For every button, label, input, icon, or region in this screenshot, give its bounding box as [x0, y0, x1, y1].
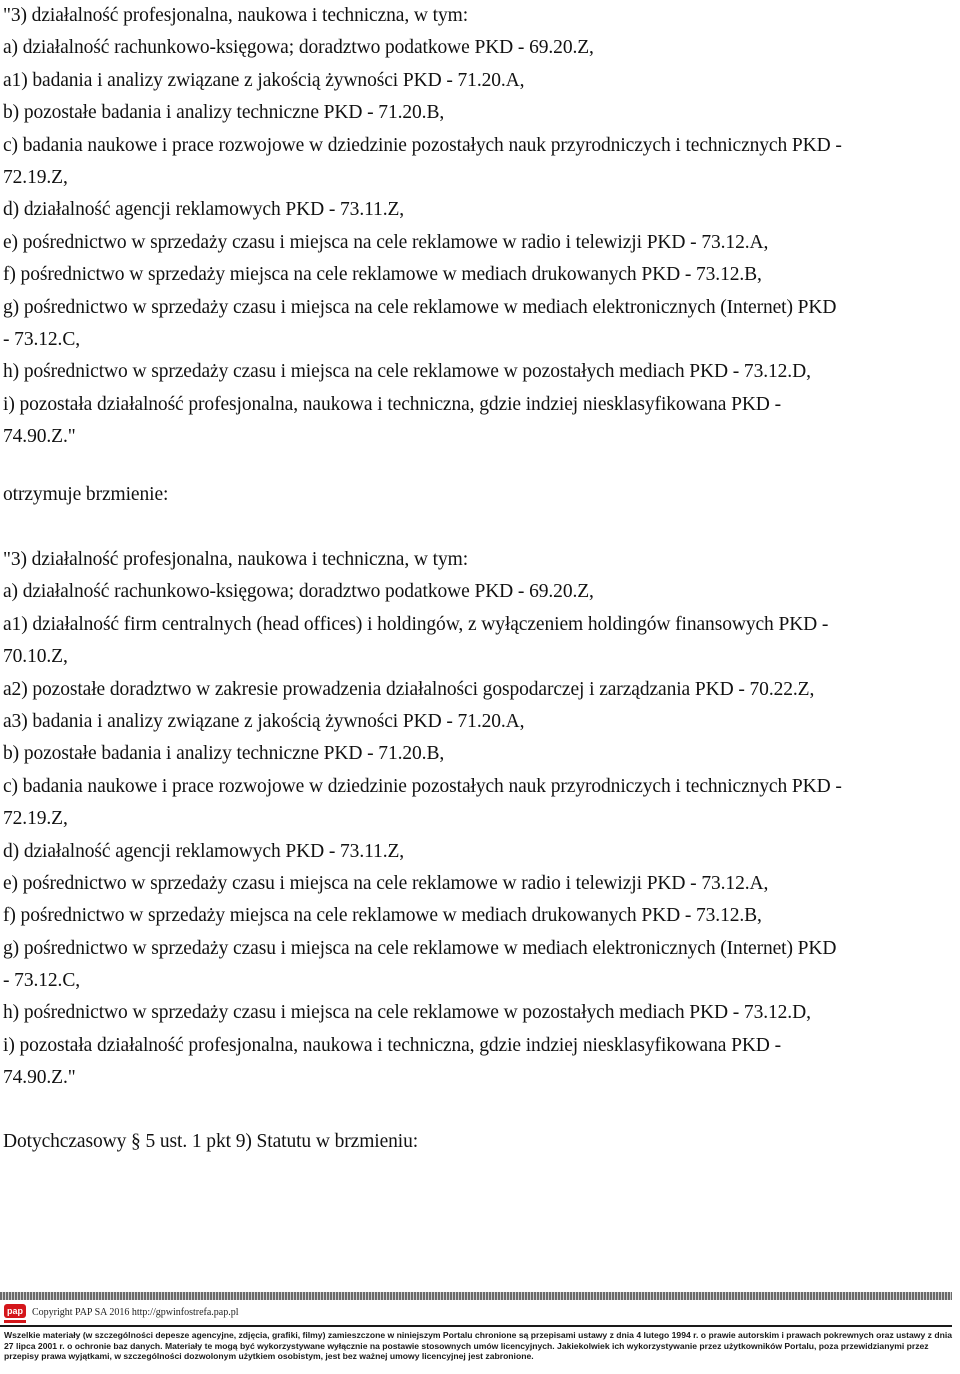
footer-rule: [0, 1325, 952, 1327]
document-line: a1) działalność firm centralnych (head offices) i holdingów, z wyłączeniem holdingów finansowych PKD -: [3, 613, 829, 635]
section-before: [3, 0, 842, 453]
document-line: "3) działalność profesjonalna, naukowa i techniczna, w tym:: [3, 549, 469, 570]
closing-text: Dotychczasowy § 5 ust. 1 pkt 9) Statutu w brzmieniu:: [3, 1131, 419, 1152]
document-line: a3) badania i analizy związane z jakością żywności PKD - 71.20.A,: [3, 710, 525, 732]
disclaimer-line: przepisy prawa wyjątkami, w szczególności dozwolonym użytkiem osobistym, jest bez ważnej umowy licencyjnej jest zabronione.: [4, 1351, 534, 1362]
document-line: a) działalność rachunkowo-księgowa; doradztwo podatkowe PKD - 69.20.Z,: [3, 581, 594, 603]
footer-band: [0, 1292, 952, 1300]
disclaimer: [4, 1330, 954, 1362]
transition-text: otrzymuje brzmienie:: [3, 484, 169, 505]
document-line: g) pośrednictwo w sprzedaży czasu i miejsca na cele reklamowe w mediach elektronicznych (Internet) PKD: [3, 937, 837, 959]
pap-logo: pap: [4, 1304, 26, 1318]
document-line: b) pozostałe badania i analizy techniczne PKD - 71.20.B,: [3, 743, 445, 765]
document-line: d) działalność agencji reklamowych PKD - 73.11.Z,: [3, 840, 405, 862]
document-line: - 73.12.C,: [3, 328, 81, 350]
document-line: c) badania naukowe i prace rozwojowe w dziedzinie pozostałych nauk przyrodniczych i technicznych PKD -: [3, 134, 842, 156]
disclaimer-line: 27 lipca 2001 r. o ochronie baz danych. Materiały te mogą być wykorzystywane wyłącznie na postawie stosownych umów licencyjnych. Jakiekolwiek ich wykorzystywanie przez użytkowników Portalu, poza przewidzianymi przez: [4, 1340, 929, 1351]
document-line: c) badania naukowe i prace rozwojowe w dziedzinie pozostałych nauk przyrodniczych i technicznych PKD -: [3, 775, 842, 797]
document-line: i) pozostała działalność profesjonalna, naukowa i techniczna, gdzie indziej niesklasyfikowana PKD -: [3, 1034, 781, 1056]
document-line: 72.19.Z,: [3, 808, 68, 830]
disclaimer-line: Wszelkie materiały (w szczególności depesze agencyjne, zdjęcia, grafiki, filmy) zamieszczone w niniejszym Portalu chronione są przepisami ustawy z dnia 4 lutego 1994 r. o prawie autorskim i prawach pokrewnych oraz ustawy z dnia: [4, 1330, 953, 1340]
page-footer: [0, 1290, 960, 1374]
document-line: f) pośrednictwo w sprzedaży miejsca na cele reklamowe w mediach drukowanych PKD - 73.12.B,: [3, 264, 762, 286]
document-line: a1) badania i analizy związane z jakością żywności PKD - 71.20.A,: [3, 69, 525, 91]
document-line: "3) działalność profesjonalna, naukowa i techniczna, w tym:: [3, 5, 469, 26]
document-line: h) pośrednictwo w sprzedaży czasu i miejsca na cele reklamowe w pozostałych mediach PKD - 73.12.D,: [3, 1002, 811, 1024]
document-line: a2) pozostałe doradztwo w zakresie prowadzenia działalności gospodarczej i zarządzania PKD - 70.22.Z,: [3, 678, 815, 700]
document-line: a) działalność rachunkowo-księgowa; doradztwo podatkowe PKD - 69.20.Z,: [3, 37, 594, 59]
section-after: [3, 544, 842, 1095]
document-line: i) pozostała działalność profesjonalna, naukowa i techniczna, gdzie indziej niesklasyfikowana PKD -: [3, 393, 781, 415]
document-line: - 73.12.C,: [3, 970, 81, 992]
document-line: d) działalność agencji reklamowych PKD - 73.11.Z,: [3, 199, 405, 221]
document-line: b) pozostałe badania i analizy techniczne PKD - 71.20.B,: [3, 102, 445, 124]
logo-underline: [4, 1320, 26, 1323]
document-line: e) pośrednictwo w sprzedaży czasu i miejsca na cele reklamowe w radio i telewizji PKD - 73.12.A,: [3, 231, 769, 253]
document-line: 74.90.Z.": [3, 1067, 76, 1089]
document-line: f) pośrednictwo w sprzedaży miejsca na cele reklamowe w mediach drukowanych PKD - 73.12.B,: [3, 905, 762, 927]
document-line: h) pośrednictwo w sprzedaży czasu i miejsca na cele reklamowe w pozostałych mediach PKD - 73.12.D,: [3, 361, 811, 383]
copyright-text: Copyright PAP SA 2016 http://gpwinfostrefa.pap.pl: [32, 1307, 239, 1318]
document-line: 70.10.Z,: [3, 646, 68, 668]
document-line: g) pośrednictwo w sprzedaży czasu i miejsca na cele reklamowe w mediach elektronicznych (Internet) PKD: [3, 296, 837, 318]
document-line: e) pośrednictwo w sprzedaży czasu i miejsca na cele reklamowe w radio i telewizji PKD - 73.12.A,: [3, 872, 769, 894]
document-line: 72.19.Z,: [3, 166, 68, 188]
document-line: 74.90.Z.": [3, 426, 76, 448]
